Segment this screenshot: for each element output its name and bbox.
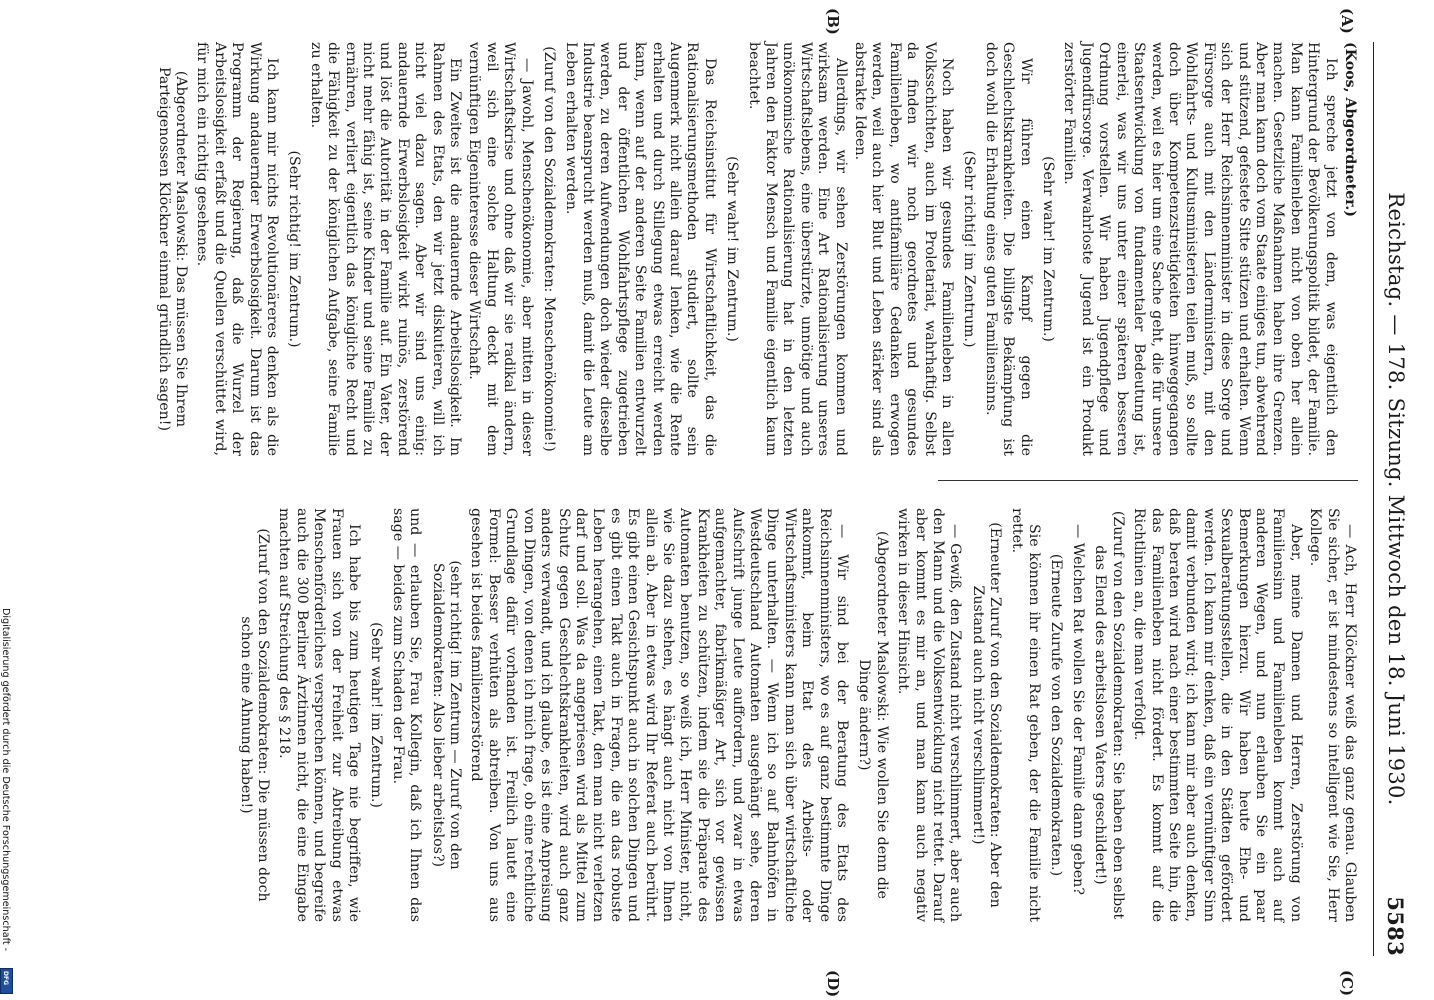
margin-marker-d: (D) (824, 970, 842, 998)
digitization-credit (1, 608, 11, 998)
rotated-page-scan (155, 0, 1434, 1000)
right-column (188, 508, 1358, 922)
left-column (155, 42, 1358, 456)
interjection: (Zuruf von den Sozialdemokraten: Sie haben eben selbst das Elend des arbeitslosen Vaters geschildert!) (1092, 510, 1126, 920)
paragraph: — Gewiß, den Zustand nicht verschlimmert, aber auch den Mann und die Volksentwicklung nicht rettet. Darauf aber kommt es mir an, und man kann auch negativ wirken in dieser Hinsicht. (895, 508, 964, 922)
interjection: (Zuruf von den Sozialdemokraten: Die müssen doch schon eine Ahnung haben!) (237, 528, 272, 902)
paragraph: Sie können ihr einen Rat geben, der die Familie nicht rettet. (1008, 508, 1043, 922)
paragraph: — Jawohl, Menschenökonomie, aber mitten in dieser Wirtschaftskrise und ohne daß wir sie radikal ändern, weil sich eine solche Haltung deckt mit dem vernünftigen Eigeninteresse dieser Wirtschaft. (466, 42, 535, 456)
interjection: (Sehr richtig! im Zentrum.) (961, 150, 978, 348)
paragraph: — Ach, Herr Klöckner weiß das ganz genau. Glauben Sie sicher, er ist mindestens so intelligent wie Sie, Herr Kollege. (1307, 508, 1358, 922)
credit-text: Digitalisierung gefördert durch die Deutsche Forschungsgemeinschaft - (0, 608, 11, 952)
paragraph: — Wir sind bei der Beratung des Etats des Reichsinnenministers, wo es auf ganz bestimmte Dinge ankommt, beim Etat des Arbeits- oder Wirtschaftsministers kann man sich über wirtschaftliche Dinge unterhalten. — Wenn ich so auf Bahnhöfen in Westdeutschland Automaten ausgehängt sehe, deren Aufschrift junge Leute auffordern, und zwar in etwas aufgemachter, fabrikmäßiger Art, sich vor gewissen Krankheiten zu schützen, indem sie die Präparate des Automaten benutzen, so weiß ich, Herr Minister, nicht, wie Sie dazu stehen, es hängt auch nicht von Ihnen allein ab. Aber in etwas wird Ihr Referat auch berührt. Es gibt einen Gesichtspunkt auch in solchen Dingen und es gibt einen Takt auch in Fragen, die an das robuste Leben herangehen, einen Takt, den man nicht verletzen darf und soll. Was da angepriesen wird als Mittel zum Schutz gegen Geschlechtskrankheiten, wird auch ganz anders verwandt, und ich glaube, es ist eine Anpreisung von Dingen, von denen ich mich frage, ob eine rechtliche Grundlage dafür vorhanden ist. Freilich lautet eine Formel: Besser verhüten als abtreiben. Von uns aus gesehen ist beides familienzerstörend (468, 508, 851, 922)
column-divider (938, 480, 1358, 481)
margin-marker-b: (B) (824, 8, 842, 35)
interjection: (Abgeordneter Maslowski: Das müssen Sie Ihrem Parteigenossen Klöckner einmal gründlich sagen!) (155, 66, 189, 432)
paragraph: Noch haben wir gesundes Familienleben in allen Volksschichten, auch im Proletariat, wahrhaftig. Selbst da finden wir noch geordnetes und gesundes Familienleben, wo antifamiliäre Gedanken erwogen werden, weil auch hier Blut und Leben stärker sind als abstrakte Ideen. (852, 42, 956, 456)
paragraph: Das Reichsinstitut für Wirtschaftlichkeit, das die Rationalisierungsmethoden studiert, sollte sein Augenmerk nicht allein darauf lenken, wie die Rente erhalten und durch Stillegung etwas erreicht werden kann, wenn auf der anderen Seite Familien entwurzelt und der öffentlichen Wohlfahrtspflege zugetrieben werden, zu deren Aufwendungen doch wieder dieselbe Industrie beansprucht werden muß, damit die Leute am Leben erhalten werden. (562, 42, 718, 456)
interjection: (Erneuter Zuruf von den Sozialdemokraten: Aber den Zustand auch nicht verschlimmert!) (969, 522, 1004, 908)
interjection: (Sehr wahr! im Zentrum.) (368, 622, 385, 808)
paragraph: — Welchen Rat wollen Sie der Familie dann geben? (1069, 524, 1086, 895)
interjection: (Abgeordneter Maslowski: Wie wollen Sie denn die Dinge ändern?) (856, 531, 890, 899)
paragraph: und — erlauben Sie, Frau Kollegin, daß ich Ihnen das sage — beides zum Schaden der Frau. (389, 508, 424, 922)
dfg-logo-text: DFG (2, 971, 9, 986)
running-head: Reichstag. — 178. Sitzung. Mittwoch den 18. Juni 1930. (1384, 192, 1408, 806)
speaker-line: (Koos, Abgeordneter.) (1342, 42, 1358, 218)
paragraph: Ein Zweites ist die andauernde Arbeitslosigkeit. Im Rahmen des Etats, den wir jetzt diskutieren, will ich nicht viel dazu sagen. Aber wir sind uns einig: andauernde Erwerbslosigkeit wirkt ruinös, zerstörend und löst die Autorität in der Familie auf. Ein Vater, der nicht mehr fähig ist, seine Kinder und seine Familie zu ernähren, verliert eigentlich das königliche Recht und die Fähigkeit zu der königlichen Aufgabe, seine Familie zu erhalten. (307, 42, 464, 456)
interjection: (sehr richtig! im Zentrum — Zuruf von den Sozialdemokraten: Also lieber arbeitslos?) (429, 560, 464, 870)
interjection: (Sehr richtig! im Zentrum.) (286, 150, 303, 348)
interjection: (Zuruf von den Sozialdemokraten: Menschenökonomie!) (541, 46, 558, 452)
paragraph: Ich habe bis zum heutigen Tage nie begriffen, wie Frauen sich von der Freiheit zur Abtreibung etwas Menschenförderliches versprechen können, und begreife auch die 300 Berliner Ärztinnen nicht, die eine Eingabe machten auf Streichung des § 218. (276, 508, 363, 922)
paragraph: Aber, meine Damen und Herren, Zerstörung von Familiensinn und Familienleben kommt auch auf anderen Wegen, und nun erlauben Sie ein paar Bemerkungen hierzu. Wir haben heute Ehe- und Sexualberatungsstellen, die in den Städten gefördert werden. Ich kann mir denken, daß ein vernünftiger Sinn damit verbunden wird; ich kann mir aber auch denken, daß beraten wird nach einer bestimmten Seite hin, die das Familienleben nicht fördert. Es kommt auf die Richtlinien an, die man verfolgt. (1131, 508, 1304, 922)
paragraph: Wir führen einen Kampf gegen die Geschlechtskrankheiten. Die billigste Bekämpfung ist doch wohl die Erhaltung eines guten Familiensinns. (982, 42, 1034, 456)
paragraph: Ich kann mir nichts Revolutionäreres denken als die Wirkung andauernder Erwerbslosigkeit. Darum ist das Programm der Regierung, daß die Wurzel der Arbeitslosigkeit erfaßt und die Quellen verschüttet wird, für mich ein richtig gesehenes. (194, 42, 281, 456)
interjection: (Erneute Zurufe von den Sozialdemokraten.) (1048, 553, 1065, 877)
interjection: (Sehr wahr! im Zentrum.) (724, 156, 741, 342)
margin-marker-c: (C) (1338, 970, 1356, 997)
page-header (1373, 42, 1412, 956)
paragraph: Allerdings, wir sehen Zerstörungen kommen und wirksam werden. Eine Art Rationalisierung unseres Wirtschaftslebens, eine überstürzte, unnötige und auch unökonomische Rationalisierung hat in den letzten Jahren den Faktor Mensch und Familie eigentlich kaum beachtet. (745, 42, 849, 456)
dfg-logo-icon (0, 968, 13, 994)
margin-marker-a: (A) (1338, 8, 1356, 34)
page-number: 5583 (1383, 896, 1408, 956)
paragraph: Ich spreche jetzt von dem, was eigentlich den Hintergrund der Bevölkerungspolitik bildet, der Familie. Man kann Familienleben nicht von oben her allein machen. Gesetzliche Maßnahmen haben ihre Grenzen. Aber man kann doch vom Staate einiges tun, abwehrend und stützend, gefestete Sitte stützen und erhalten. Wenn sich der Herr Reichsinnenminister in diese Sorge und Fürsorge auch mit den Länderministern, mit den Wohlfahrts- und Kultusministerien teilen muß, so sollte doch über Kompetenzstreitigkeiten hinweggegangen werden, weil es hier um eine Sache geht, die für unsere Staatsentwicklung von fundamentaler Bedeutung ist, einerlei, was wir uns unter einer späteren besseren Ordnung vorstellen. Wir haben Jugendpflege und Jugendfürsorge. Verwahrloste Jugend ist ein Produkt zerstörter Familien. (1061, 42, 1339, 456)
interjection: (Sehr wahr! im Zentrum.) (1040, 156, 1057, 342)
